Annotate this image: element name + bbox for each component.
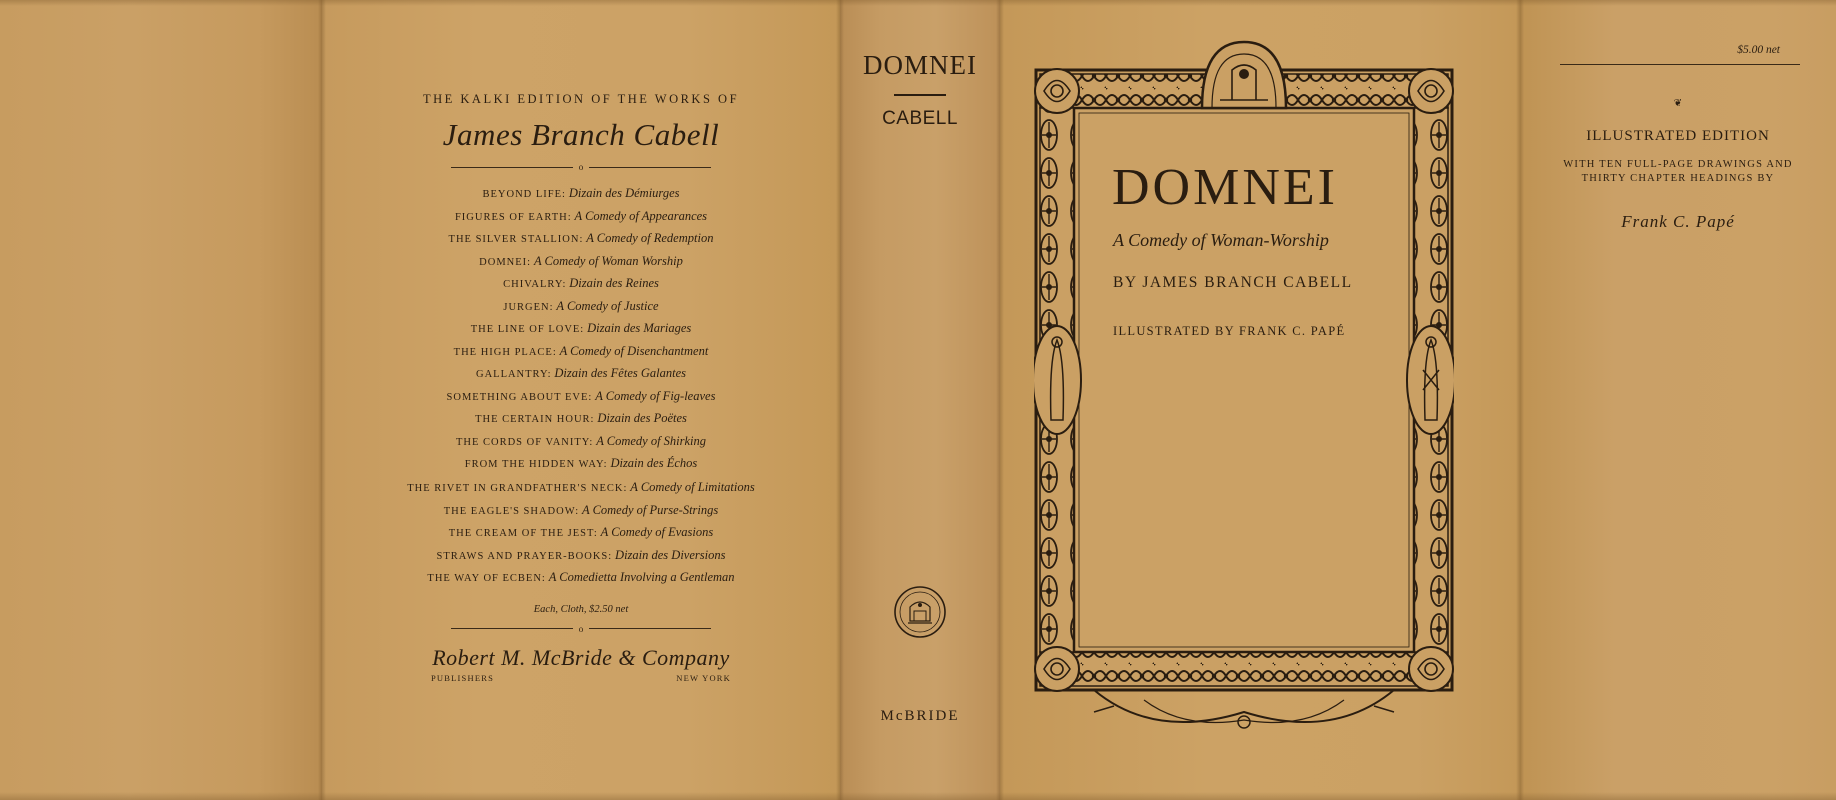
spine (840, 0, 1000, 800)
work-subtitle: Dizain des Échos (610, 456, 698, 470)
work-title: THE LINE OF LOVE: (470, 324, 585, 335)
back-content (322, 92, 840, 683)
works-list-item (322, 251, 840, 274)
work-title: THE CREAM OF THE JEST: (448, 528, 598, 539)
work-subtitle: A Comedy of Redemption (586, 231, 714, 245)
work-subtitle: A Comedy of Fig-leaves (595, 388, 716, 403)
flap-rule (1560, 64, 1800, 65)
work-subtitle: A Comedy of Woman Worship (533, 253, 683, 268)
works-list-item (322, 206, 840, 229)
works-list-item (322, 273, 840, 296)
front-title: DOMNEI (1112, 159, 1338, 216)
work-subtitle: A Comedy of Evasions (600, 525, 714, 539)
work-title: THE WAY OF ECBEN: (427, 573, 546, 584)
works-list-item (322, 386, 840, 409)
work-subtitle: A Comedy of Shirking (596, 433, 707, 448)
work-title: FROM THE HIDDEN WAY: (464, 459, 608, 470)
work-title: CHIVALRY: (503, 279, 567, 290)
publisher-seal-icon (893, 585, 947, 639)
work-subtitle: Dizain des Fêtes Galantes (554, 366, 686, 380)
works-list-item (322, 363, 840, 386)
publisher-city: NEW YORK (676, 672, 731, 683)
ornament-dot: o (578, 162, 584, 172)
work-title: THE CERTAIN HOUR: (475, 414, 595, 425)
works-list-item (322, 341, 840, 364)
paper-edge-bottom (0, 792, 1836, 800)
works-list-item (322, 318, 840, 341)
spine-title: DOMNEI (863, 50, 977, 80)
right-flap (1520, 0, 1836, 800)
work-title: FIGURES OF EARTH: (454, 211, 572, 223)
back-ornament-top (451, 162, 711, 172)
front-cover (1000, 0, 1520, 800)
flap-price: $5.00 net (1737, 44, 1780, 56)
flap-edition: ILLUSTRATED EDITION (1586, 128, 1770, 144)
publisher-row (431, 673, 731, 683)
front-byline: BY JAMES BRANCH CABELL (1113, 274, 1353, 291)
works-list-item (322, 228, 840, 251)
fold-line (318, 0, 326, 800)
fold-line (836, 0, 844, 800)
work-title: STRAWS AND PRAYER-BOOKS: (436, 550, 613, 562)
work-subtitle: A Comedy of Justice (556, 298, 659, 313)
ornamental-border (1034, 40, 1454, 742)
work-subtitle: A Comedy of Disenchantment (559, 343, 709, 358)
work-subtitle: A Comedy of Limitations (630, 479, 755, 494)
work-title: THE HIGH PLACE: (453, 346, 557, 358)
work-title: SOMETHING ABOUT EVE: (446, 391, 593, 403)
work-subtitle: A Comedy of Purse-Strings (582, 502, 719, 517)
work-subtitle: Dizain des Diversions (615, 547, 726, 562)
paper-edge-top (0, 0, 1836, 6)
work-subtitle: Dizain des Reines (569, 276, 659, 290)
work-subtitle: Dizain des Poëtes (597, 411, 687, 425)
front-illustrator: ILLUSTRATED BY FRANK C. PAPÉ (1113, 324, 1346, 338)
work-title: THE RIVET IN GRANDFATHER'S NECK: (407, 482, 628, 494)
work-subtitle: Dizain des Mariages (587, 321, 692, 335)
flap-ornament-icon: ❦ (1673, 98, 1683, 109)
work-title: THE SILVER STALLION: (448, 234, 584, 245)
work-subtitle: A Comedietta Involving a Gentleman (548, 570, 735, 584)
work-subtitle: Dizain des Démiurges (568, 186, 680, 200)
spine-rule (894, 94, 946, 96)
fold-line (1516, 0, 1524, 800)
work-title: BEYOND LIFE: (482, 189, 566, 200)
back-panel (322, 0, 840, 800)
flap-description: WITH TEN FULL-PAGE DRAWINGS AND THIRTY CHAPTER HEADINGS BY (1563, 159, 1793, 184)
publisher-name: Robert M. McBride & Company (432, 644, 730, 670)
work-subtitle: A Comedy of Appearances (574, 208, 708, 223)
work-title: THE CORDS OF VANITY: (455, 436, 594, 448)
fold-line (996, 0, 1004, 800)
price-note: Each, Cloth, $2.50 net (533, 603, 629, 615)
works-list-item (322, 431, 840, 454)
work-title: JURGEN: (503, 301, 554, 313)
works-list-item (322, 567, 840, 590)
spine-author: CABELL (882, 108, 958, 129)
ornament-dot: o (578, 623, 584, 634)
work-title: DOMNEI: (479, 256, 532, 268)
works-list-item (322, 296, 840, 319)
series-line: THE KALKI EDITION OF THE WORKS OF (422, 92, 740, 106)
flap-illustrator: Frank C. Papé (1621, 212, 1735, 231)
works-list-item (322, 453, 840, 476)
works-list (322, 183, 840, 590)
front-subtitle: A Comedy of Woman-Worship (1113, 230, 1329, 250)
publishers-label: PUBLISHERS (431, 672, 495, 683)
author-name-script: James Branch Cabell (442, 117, 720, 152)
works-list-item (322, 522, 840, 545)
works-list-item (322, 408, 840, 431)
left-flap (0, 0, 322, 800)
back-ornament-bottom (451, 624, 711, 634)
works-list-item (322, 545, 840, 568)
work-title: THE EAGLE'S SHADOW: (443, 505, 580, 517)
spine-publisher: McBRIDE (880, 708, 960, 724)
works-list-item (322, 476, 840, 500)
works-list-item (322, 183, 840, 206)
works-list-item (322, 500, 840, 523)
work-title: GALLANTRY: (475, 369, 552, 380)
